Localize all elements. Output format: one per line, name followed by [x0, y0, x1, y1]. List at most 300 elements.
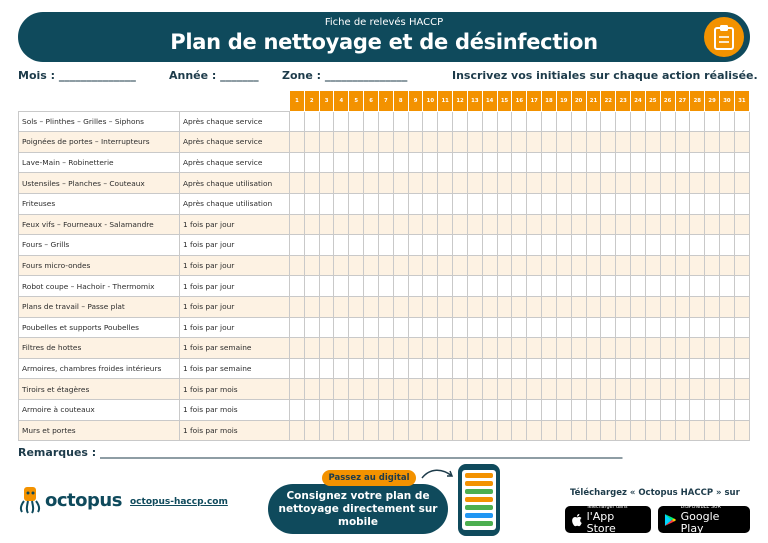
initials-cell[interactable] — [601, 152, 616, 173]
initials-cell[interactable] — [304, 132, 319, 153]
initials-cell[interactable] — [497, 193, 512, 214]
initials-cell[interactable] — [631, 317, 646, 338]
initials-cell[interactable] — [319, 358, 334, 379]
initials-cell[interactable] — [304, 193, 319, 214]
initials-cell[interactable] — [393, 358, 408, 379]
initials-cell[interactable] — [660, 235, 675, 256]
initials-cell[interactable] — [734, 152, 749, 173]
initials-cell[interactable] — [586, 338, 601, 359]
initials-cell[interactable] — [423, 338, 438, 359]
initials-cell[interactable] — [705, 132, 720, 153]
initials-cell[interactable] — [720, 214, 735, 235]
initials-cell[interactable] — [482, 214, 497, 235]
initials-cell[interactable] — [334, 296, 349, 317]
initials-cell[interactable] — [467, 420, 482, 441]
initials-cell[interactable] — [423, 317, 438, 338]
initials-cell[interactable] — [349, 358, 364, 379]
initials-cell[interactable] — [319, 173, 334, 194]
initials-cell[interactable] — [542, 193, 557, 214]
initials-cell[interactable] — [660, 358, 675, 379]
initials-cell[interactable] — [542, 358, 557, 379]
initials-cell[interactable] — [705, 420, 720, 441]
initials-cell[interactable] — [467, 214, 482, 235]
initials-cell[interactable] — [586, 235, 601, 256]
initials-cell[interactable] — [512, 193, 527, 214]
initials-cell[interactable] — [304, 420, 319, 441]
initials-cell[interactable] — [556, 173, 571, 194]
initials-cell[interactable] — [616, 111, 631, 132]
initials-cell[interactable] — [304, 317, 319, 338]
initials-cell[interactable] — [349, 317, 364, 338]
initials-cell[interactable] — [349, 235, 364, 256]
initials-cell[interactable] — [720, 132, 735, 153]
initials-cell[interactable] — [586, 111, 601, 132]
initials-cell[interactable] — [482, 173, 497, 194]
initials-cell[interactable] — [408, 111, 423, 132]
initials-cell[interactable] — [364, 235, 379, 256]
initials-cell[interactable] — [527, 132, 542, 153]
initials-cell[interactable] — [482, 235, 497, 256]
initials-cell[interactable] — [601, 379, 616, 400]
initials-cell[interactable] — [497, 152, 512, 173]
initials-cell[interactable] — [319, 338, 334, 359]
initials-cell[interactable] — [527, 358, 542, 379]
initials-cell[interactable] — [364, 296, 379, 317]
initials-cell[interactable] — [512, 214, 527, 235]
initials-cell[interactable] — [408, 276, 423, 297]
initials-cell[interactable] — [512, 399, 527, 420]
initials-cell[interactable] — [690, 276, 705, 297]
initials-cell[interactable] — [527, 214, 542, 235]
initials-cell[interactable] — [705, 379, 720, 400]
initials-cell[interactable] — [393, 235, 408, 256]
initials-cell[interactable] — [364, 358, 379, 379]
initials-cell[interactable] — [467, 296, 482, 317]
initials-cell[interactable] — [304, 255, 319, 276]
initials-cell[interactable] — [378, 235, 393, 256]
initials-cell[interactable] — [690, 152, 705, 173]
zone-field[interactable]: Zone : _______________ — [282, 69, 408, 82]
initials-cell[interactable] — [690, 111, 705, 132]
initials-cell[interactable] — [364, 420, 379, 441]
initials-cell[interactable] — [556, 152, 571, 173]
initials-cell[interactable] — [571, 399, 586, 420]
initials-cell[interactable] — [542, 338, 557, 359]
initials-cell[interactable] — [453, 358, 468, 379]
initials-cell[interactable] — [645, 173, 660, 194]
initials-cell[interactable] — [690, 379, 705, 400]
initials-cell[interactable] — [690, 338, 705, 359]
initials-cell[interactable] — [660, 296, 675, 317]
initials-cell[interactable] — [512, 235, 527, 256]
initials-cell[interactable] — [556, 296, 571, 317]
initials-cell[interactable] — [601, 399, 616, 420]
initials-cell[interactable] — [334, 358, 349, 379]
initials-cell[interactable] — [645, 420, 660, 441]
initials-cell[interactable] — [571, 214, 586, 235]
app-store-button[interactable] — [565, 506, 651, 533]
initials-cell[interactable] — [616, 420, 631, 441]
initials-cell[interactable] — [438, 338, 453, 359]
initials-cell[interactable] — [586, 317, 601, 338]
initials-cell[interactable] — [290, 214, 305, 235]
initials-cell[interactable] — [378, 111, 393, 132]
initials-cell[interactable] — [290, 173, 305, 194]
initials-cell[interactable] — [645, 193, 660, 214]
initials-cell[interactable] — [334, 379, 349, 400]
initials-cell[interactable] — [482, 255, 497, 276]
initials-cell[interactable] — [616, 317, 631, 338]
initials-cell[interactable] — [290, 276, 305, 297]
initials-cell[interactable] — [601, 111, 616, 132]
initials-cell[interactable] — [438, 152, 453, 173]
initials-cell[interactable] — [631, 193, 646, 214]
initials-cell[interactable] — [349, 255, 364, 276]
initials-cell[interactable] — [378, 255, 393, 276]
initials-cell[interactable] — [423, 420, 438, 441]
initials-cell[interactable] — [334, 420, 349, 441]
initials-cell[interactable] — [556, 214, 571, 235]
initials-cell[interactable] — [660, 399, 675, 420]
initials-cell[interactable] — [378, 193, 393, 214]
initials-cell[interactable] — [616, 358, 631, 379]
initials-cell[interactable] — [705, 235, 720, 256]
initials-cell[interactable] — [453, 379, 468, 400]
initials-cell[interactable] — [542, 420, 557, 441]
initials-cell[interactable] — [349, 420, 364, 441]
initials-cell[interactable] — [304, 358, 319, 379]
initials-cell[interactable] — [408, 420, 423, 441]
initials-cell[interactable] — [690, 173, 705, 194]
initials-cell[interactable] — [304, 379, 319, 400]
initials-cell[interactable] — [482, 132, 497, 153]
initials-cell[interactable] — [527, 255, 542, 276]
initials-cell[interactable] — [304, 173, 319, 194]
initials-cell[interactable] — [393, 214, 408, 235]
initials-cell[interactable] — [290, 152, 305, 173]
initials-cell[interactable] — [408, 358, 423, 379]
initials-cell[interactable] — [349, 173, 364, 194]
initials-cell[interactable] — [453, 111, 468, 132]
initials-cell[interactable] — [571, 317, 586, 338]
initials-cell[interactable] — [497, 132, 512, 153]
initials-cell[interactable] — [319, 420, 334, 441]
initials-cell[interactable] — [571, 193, 586, 214]
initials-cell[interactable] — [497, 276, 512, 297]
initials-cell[interactable] — [467, 152, 482, 173]
initials-cell[interactable] — [690, 132, 705, 153]
initials-cell[interactable] — [482, 193, 497, 214]
mobile-cta-panel[interactable]: Consignez votre plan de nettoyage directement sur mobile — [268, 484, 448, 534]
initials-cell[interactable] — [393, 173, 408, 194]
initials-cell[interactable] — [601, 255, 616, 276]
initials-cell[interactable] — [349, 338, 364, 359]
initials-cell[interactable] — [290, 111, 305, 132]
initials-cell[interactable] — [467, 111, 482, 132]
initials-cell[interactable] — [675, 152, 690, 173]
initials-cell[interactable] — [334, 193, 349, 214]
initials-cell[interactable] — [586, 358, 601, 379]
initials-cell[interactable] — [645, 132, 660, 153]
initials-cell[interactable] — [408, 132, 423, 153]
initials-cell[interactable] — [631, 214, 646, 235]
initials-cell[interactable] — [645, 276, 660, 297]
initials-cell[interactable] — [453, 420, 468, 441]
initials-cell[interactable] — [453, 399, 468, 420]
initials-cell[interactable] — [586, 193, 601, 214]
initials-cell[interactable] — [304, 111, 319, 132]
initials-cell[interactable] — [571, 132, 586, 153]
initials-cell[interactable] — [616, 296, 631, 317]
initials-cell[interactable] — [364, 399, 379, 420]
initials-cell[interactable] — [497, 296, 512, 317]
initials-cell[interactable] — [423, 379, 438, 400]
initials-cell[interactable] — [512, 317, 527, 338]
initials-cell[interactable] — [453, 296, 468, 317]
initials-cell[interactable] — [601, 235, 616, 256]
initials-cell[interactable] — [423, 255, 438, 276]
initials-cell[interactable] — [423, 132, 438, 153]
initials-cell[interactable] — [438, 193, 453, 214]
initials-cell[interactable] — [542, 296, 557, 317]
initials-cell[interactable] — [364, 214, 379, 235]
initials-cell[interactable] — [675, 214, 690, 235]
initials-cell[interactable] — [319, 399, 334, 420]
initials-cell[interactable] — [512, 152, 527, 173]
initials-cell[interactable] — [660, 317, 675, 338]
initials-cell[interactable] — [645, 214, 660, 235]
initials-cell[interactable] — [290, 193, 305, 214]
initials-cell[interactable] — [497, 235, 512, 256]
initials-cell[interactable] — [556, 132, 571, 153]
initials-cell[interactable] — [660, 152, 675, 173]
initials-cell[interactable] — [705, 152, 720, 173]
initials-cell[interactable] — [690, 358, 705, 379]
initials-cell[interactable] — [734, 235, 749, 256]
initials-cell[interactable] — [586, 296, 601, 317]
initials-cell[interactable] — [734, 193, 749, 214]
initials-cell[interactable] — [349, 296, 364, 317]
initials-cell[interactable] — [453, 152, 468, 173]
initials-cell[interactable] — [601, 276, 616, 297]
initials-cell[interactable] — [631, 276, 646, 297]
initials-cell[interactable] — [453, 276, 468, 297]
initials-cell[interactable] — [690, 235, 705, 256]
initials-cell[interactable] — [304, 152, 319, 173]
initials-cell[interactable] — [586, 214, 601, 235]
initials-cell[interactable] — [542, 317, 557, 338]
initials-cell[interactable] — [720, 317, 735, 338]
initials-cell[interactable] — [453, 132, 468, 153]
initials-cell[interactable] — [616, 338, 631, 359]
initials-cell[interactable] — [734, 276, 749, 297]
initials-cell[interactable] — [393, 317, 408, 338]
initials-cell[interactable] — [378, 214, 393, 235]
initials-cell[interactable] — [512, 358, 527, 379]
initials-cell[interactable] — [319, 111, 334, 132]
initials-cell[interactable] — [660, 379, 675, 400]
initials-cell[interactable] — [408, 399, 423, 420]
initials-cell[interactable] — [616, 214, 631, 235]
initials-cell[interactable] — [527, 379, 542, 400]
initials-cell[interactable] — [378, 152, 393, 173]
initials-cell[interactable] — [720, 276, 735, 297]
initials-cell[interactable] — [527, 420, 542, 441]
initials-cell[interactable] — [675, 255, 690, 276]
initials-cell[interactable] — [290, 420, 305, 441]
initials-cell[interactable] — [616, 173, 631, 194]
initials-cell[interactable] — [527, 338, 542, 359]
initials-cell[interactable] — [734, 296, 749, 317]
initials-cell[interactable] — [571, 358, 586, 379]
initials-cell[interactable] — [393, 132, 408, 153]
initials-cell[interactable] — [512, 420, 527, 441]
initials-cell[interactable] — [690, 399, 705, 420]
initials-cell[interactable] — [364, 173, 379, 194]
initials-cell[interactable] — [720, 420, 735, 441]
initials-cell[interactable] — [393, 338, 408, 359]
initials-cell[interactable] — [393, 420, 408, 441]
initials-cell[interactable] — [675, 132, 690, 153]
initials-cell[interactable] — [571, 111, 586, 132]
initials-cell[interactable] — [690, 255, 705, 276]
initials-cell[interactable] — [304, 235, 319, 256]
initials-cell[interactable] — [720, 255, 735, 276]
initials-cell[interactable] — [334, 255, 349, 276]
initials-cell[interactable] — [542, 111, 557, 132]
initials-cell[interactable] — [631, 132, 646, 153]
initials-cell[interactable] — [660, 276, 675, 297]
initials-cell[interactable] — [482, 111, 497, 132]
initials-cell[interactable] — [497, 214, 512, 235]
initials-cell[interactable] — [586, 276, 601, 297]
initials-cell[interactable] — [304, 276, 319, 297]
initials-cell[interactable] — [542, 152, 557, 173]
initials-cell[interactable] — [438, 317, 453, 338]
initials-cell[interactable] — [601, 358, 616, 379]
initials-cell[interactable] — [334, 317, 349, 338]
initials-cell[interactable] — [705, 296, 720, 317]
initials-cell[interactable] — [334, 111, 349, 132]
initials-cell[interactable] — [734, 111, 749, 132]
initials-cell[interactable] — [734, 358, 749, 379]
initials-cell[interactable] — [675, 173, 690, 194]
initials-cell[interactable] — [482, 358, 497, 379]
initials-cell[interactable] — [453, 255, 468, 276]
initials-cell[interactable] — [631, 358, 646, 379]
initials-cell[interactable] — [364, 338, 379, 359]
initials-cell[interactable] — [734, 317, 749, 338]
initials-cell[interactable] — [734, 420, 749, 441]
initials-cell[interactable] — [423, 193, 438, 214]
initials-cell[interactable] — [556, 420, 571, 441]
initials-cell[interactable] — [527, 173, 542, 194]
initials-cell[interactable] — [660, 132, 675, 153]
initials-cell[interactable] — [467, 173, 482, 194]
initials-cell[interactable] — [423, 358, 438, 379]
initials-cell[interactable] — [467, 317, 482, 338]
initials-cell[interactable] — [705, 399, 720, 420]
initials-cell[interactable] — [616, 235, 631, 256]
initials-cell[interactable] — [290, 296, 305, 317]
initials-cell[interactable] — [408, 317, 423, 338]
initials-cell[interactable] — [645, 235, 660, 256]
initials-cell[interactable] — [616, 193, 631, 214]
initials-cell[interactable] — [586, 255, 601, 276]
initials-cell[interactable] — [571, 296, 586, 317]
initials-cell[interactable] — [601, 338, 616, 359]
initials-cell[interactable] — [364, 152, 379, 173]
initials-cell[interactable] — [527, 193, 542, 214]
initials-cell[interactable] — [734, 132, 749, 153]
initials-cell[interactable] — [720, 338, 735, 359]
initials-cell[interactable] — [571, 173, 586, 194]
initials-cell[interactable] — [453, 235, 468, 256]
initials-cell[interactable] — [290, 379, 305, 400]
initials-cell[interactable] — [705, 255, 720, 276]
initials-cell[interactable] — [467, 276, 482, 297]
initials-cell[interactable] — [527, 399, 542, 420]
initials-cell[interactable] — [497, 358, 512, 379]
initials-cell[interactable] — [512, 173, 527, 194]
initials-cell[interactable] — [438, 111, 453, 132]
initials-cell[interactable] — [512, 255, 527, 276]
initials-cell[interactable] — [393, 296, 408, 317]
initials-cell[interactable] — [319, 214, 334, 235]
initials-cell[interactable] — [497, 379, 512, 400]
initials-cell[interactable] — [334, 214, 349, 235]
initials-cell[interactable] — [393, 399, 408, 420]
initials-cell[interactable] — [467, 399, 482, 420]
initials-cell[interactable] — [497, 255, 512, 276]
initials-cell[interactable] — [349, 214, 364, 235]
initials-cell[interactable] — [378, 358, 393, 379]
remarks-field[interactable]: Remarques : _______________________________________________________________________________________________ — [18, 446, 623, 459]
initials-cell[interactable] — [364, 255, 379, 276]
initials-cell[interactable] — [542, 235, 557, 256]
initials-cell[interactable] — [334, 152, 349, 173]
initials-cell[interactable] — [482, 338, 497, 359]
initials-cell[interactable] — [467, 255, 482, 276]
initials-cell[interactable] — [720, 111, 735, 132]
initials-cell[interactable] — [690, 193, 705, 214]
initials-cell[interactable] — [542, 173, 557, 194]
initials-cell[interactable] — [497, 420, 512, 441]
initials-cell[interactable] — [393, 193, 408, 214]
initials-cell[interactable] — [645, 255, 660, 276]
initials-cell[interactable] — [571, 276, 586, 297]
initials-cell[interactable] — [378, 420, 393, 441]
initials-cell[interactable] — [734, 338, 749, 359]
initials-cell[interactable] — [364, 276, 379, 297]
initials-cell[interactable] — [645, 296, 660, 317]
initials-cell[interactable] — [349, 111, 364, 132]
initials-cell[interactable] — [438, 214, 453, 235]
initials-cell[interactable] — [482, 379, 497, 400]
initials-cell[interactable] — [660, 338, 675, 359]
initials-cell[interactable] — [378, 296, 393, 317]
initials-cell[interactable] — [631, 379, 646, 400]
initials-cell[interactable] — [675, 111, 690, 132]
initials-cell[interactable] — [586, 173, 601, 194]
initials-cell[interactable] — [364, 193, 379, 214]
initials-cell[interactable] — [349, 276, 364, 297]
initials-cell[interactable] — [527, 276, 542, 297]
initials-cell[interactable] — [423, 296, 438, 317]
initials-cell[interactable] — [542, 132, 557, 153]
initials-cell[interactable] — [527, 111, 542, 132]
initials-cell[interactable] — [645, 111, 660, 132]
